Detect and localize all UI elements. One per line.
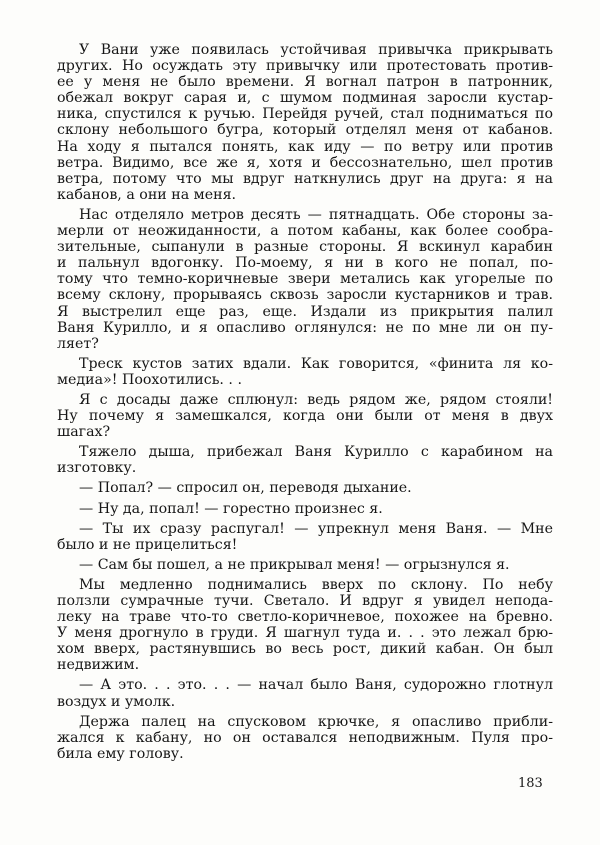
text-line: недвижим. <box>57 657 140 674</box>
paragraph <box>57 521 553 553</box>
body-text <box>57 42 553 762</box>
text-line: Ваня Курилло, и я опасливо оглянулся: не по мне ли он пу- <box>57 319 553 336</box>
text-line: — Ты их сразу распугал! — упрекнул меня Ваня. — Мне <box>79 520 553 537</box>
text-line: ветра. Видимо, все же я, хотя и бессознательно, шел против <box>57 154 553 171</box>
paragraph <box>57 392 553 440</box>
text-line: кабанов, а они на меня. <box>57 186 237 203</box>
text-line: ее у меня не было времени. Я вогнал патрон в патронник, <box>57 74 553 91</box>
text-line: била ему голову. <box>57 745 184 762</box>
text-line: Нас отделяло метров десять — пятнадцать. Обе стороны за- <box>79 206 553 223</box>
text-line: У меня дрогнуло в груди. Я шагнул туда и. . . это лежал брю- <box>57 625 553 642</box>
text-line: мерли от неожиданности, а потом кабаны, как более сообра- <box>57 223 553 240</box>
paragraph <box>57 501 553 517</box>
text-line: шагах? <box>57 424 111 441</box>
text-line: хом вверх, растянувшись во весь рост, дикий кабан. Он был <box>57 641 553 658</box>
text-line: изготовку. <box>57 460 137 477</box>
text-line: ляет? <box>57 335 99 352</box>
text-line: Я с досады даже сплюнул: ведь рядом же, рядом стояли! <box>79 391 553 408</box>
paragraph <box>57 557 553 573</box>
paragraph <box>57 207 553 352</box>
text-line: тому что темно-коричневые звери метались как угорелые по <box>57 271 553 288</box>
paragraph <box>57 444 553 476</box>
text-line: ника, спустился к ручью. Перейдя ручей, стал подниматься по <box>57 106 553 123</box>
text-line: Ну почему я замешкался, когда они были от меня в двух <box>57 408 553 425</box>
text-line: медиа»! Поохотились. . . <box>57 371 242 388</box>
text-line: обежал вокруг сарая и, с шумом подминая заросли кустар- <box>57 90 553 107</box>
text-line: На ходу я пытался понять, как иду — по ветру или против <box>57 138 553 155</box>
text-line: зительные, сыпанули в разные стороны. Я вскинул карабин <box>57 239 553 256</box>
text-line: леку на траве что-то светло-коричневое, похожее на бревно. <box>57 609 553 626</box>
text-line: жался к кабану, но он оставался неподвижным. Пуля про- <box>57 729 553 746</box>
paragraph <box>57 356 553 388</box>
text-line: — Попал? — спросил он, переводя дыхание. <box>79 480 412 497</box>
text-line: Тяжело дыша, прибежал Ваня Курилло с карабином на <box>79 444 553 461</box>
paragraph <box>57 480 553 496</box>
text-line: — Ну да, попал! — горестно произнес я. <box>79 500 383 517</box>
text-line: ползли сумрачные тучи. Светало. И вдруг я увидел непода- <box>57 593 553 609</box>
text-line: Держа палец на спусковом крючке, я опасливо прибли- <box>79 713 553 730</box>
paragraph <box>57 577 553 674</box>
text-line: склону небольшого бугра, который отделял меня от кабанов. <box>57 122 553 139</box>
text-line: и пальнул вдогонку. По-моему, я ни в кого не попал, по- <box>57 255 553 272</box>
text-line: воздух и умолк. <box>57 693 176 710</box>
text-line: ветра, потому что мы вдруг наткнулись друг на друга: я на <box>57 170 553 187</box>
text-line: всему склону, прорываясь сквозь заросли кустарников и трав. <box>57 287 553 304</box>
page-number: 183 <box>518 776 543 791</box>
text-line: Треск кустов затих вдали. Как говорится, «финита ля ко- <box>79 355 553 372</box>
text-line: было и не прицелиться! <box>57 536 238 553</box>
text-line: Мы медленно поднимались вверх по склону. По небу <box>79 576 553 593</box>
paragraph <box>57 42 553 203</box>
text-line: — Сам бы пошел, а не прикрывал меня! — огрызнулся я. <box>79 556 510 573</box>
text-line: — А это. . . это. . . — начал было Ваня, судорожно глотнул <box>79 677 553 694</box>
paragraph <box>57 677 553 709</box>
text-line: других. Но осуждать эту привычку или протестовать против- <box>57 58 553 75</box>
text-line: У Вани уже появилась устойчивая привычка прикрывать <box>79 42 553 58</box>
paragraph <box>57 714 553 762</box>
text-line: Я выстрелил еще раз, еще. Издали из прикрытия палил <box>57 303 553 320</box>
